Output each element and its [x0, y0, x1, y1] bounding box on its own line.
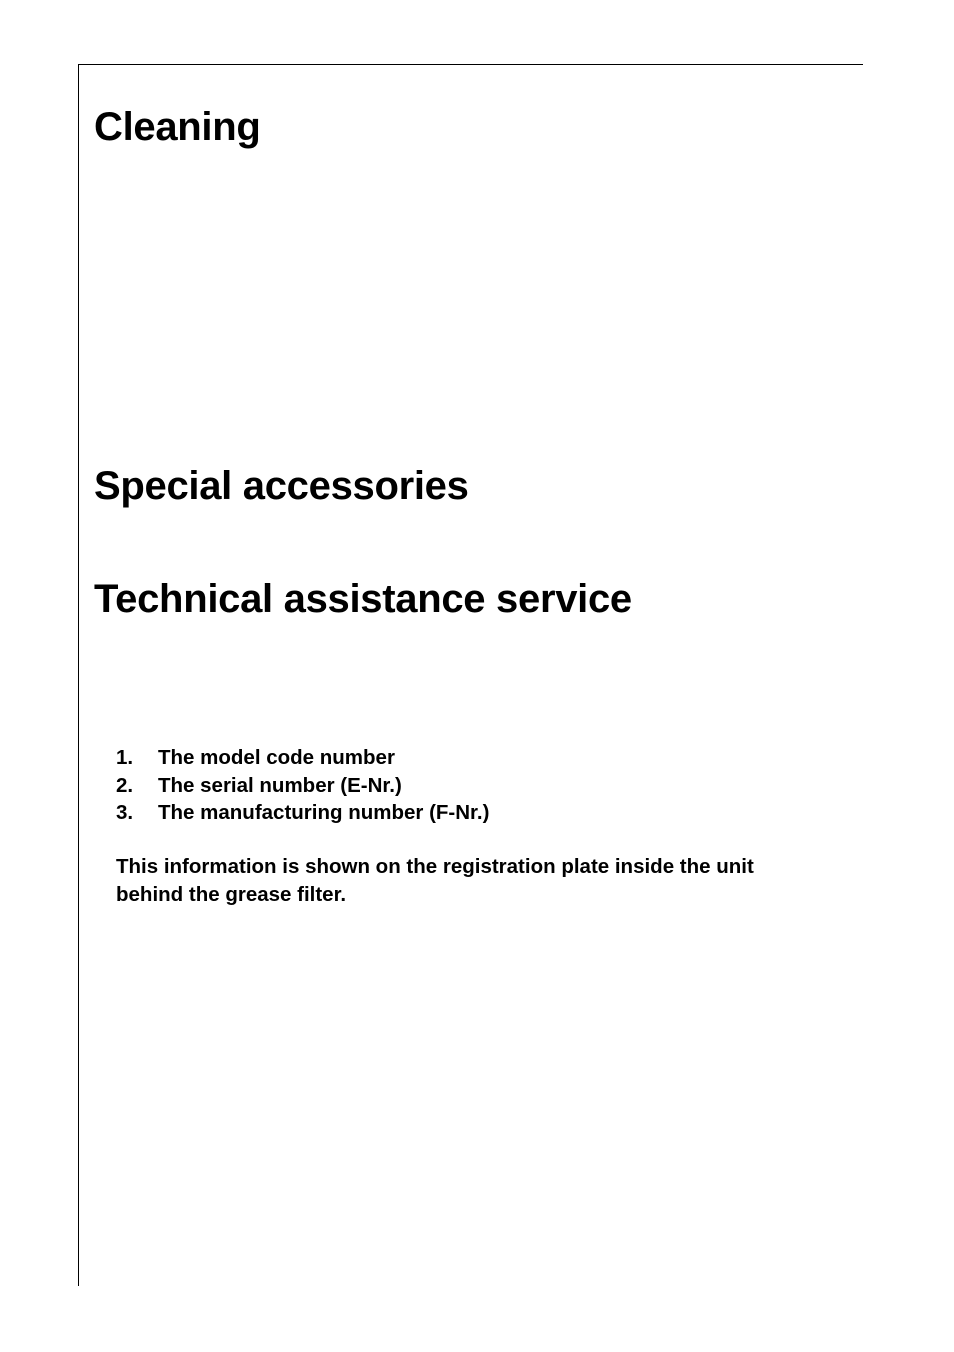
list-item: [116, 772, 489, 800]
list-item-text: The serial number (E-Nr.): [158, 773, 402, 797]
left-border-line: [78, 64, 79, 1286]
heading-cleaning: Cleaning: [94, 105, 261, 149]
top-border-line: [78, 64, 863, 65]
list-item-text: The model code number: [158, 746, 395, 769]
registration-plate-note: [116, 853, 836, 909]
list-item-number: 3.: [116, 801, 134, 824]
list-item-text: The manufacturing number (F-Nr.): [158, 801, 490, 824]
list-item-number: 1.: [116, 746, 134, 769]
required-info-list: [116, 744, 489, 827]
list-item: [116, 744, 489, 772]
heading-special-accessories: Special accessories: [94, 464, 469, 508]
note-line: This information is shown on the registration plate inside the unit: [116, 855, 754, 878]
list-item: [116, 799, 489, 827]
heading-technical-assistance: Technical assistance service: [94, 577, 632, 621]
note-line: behind the grease filter.: [116, 883, 347, 906]
list-item-number: 2.: [116, 773, 134, 797]
